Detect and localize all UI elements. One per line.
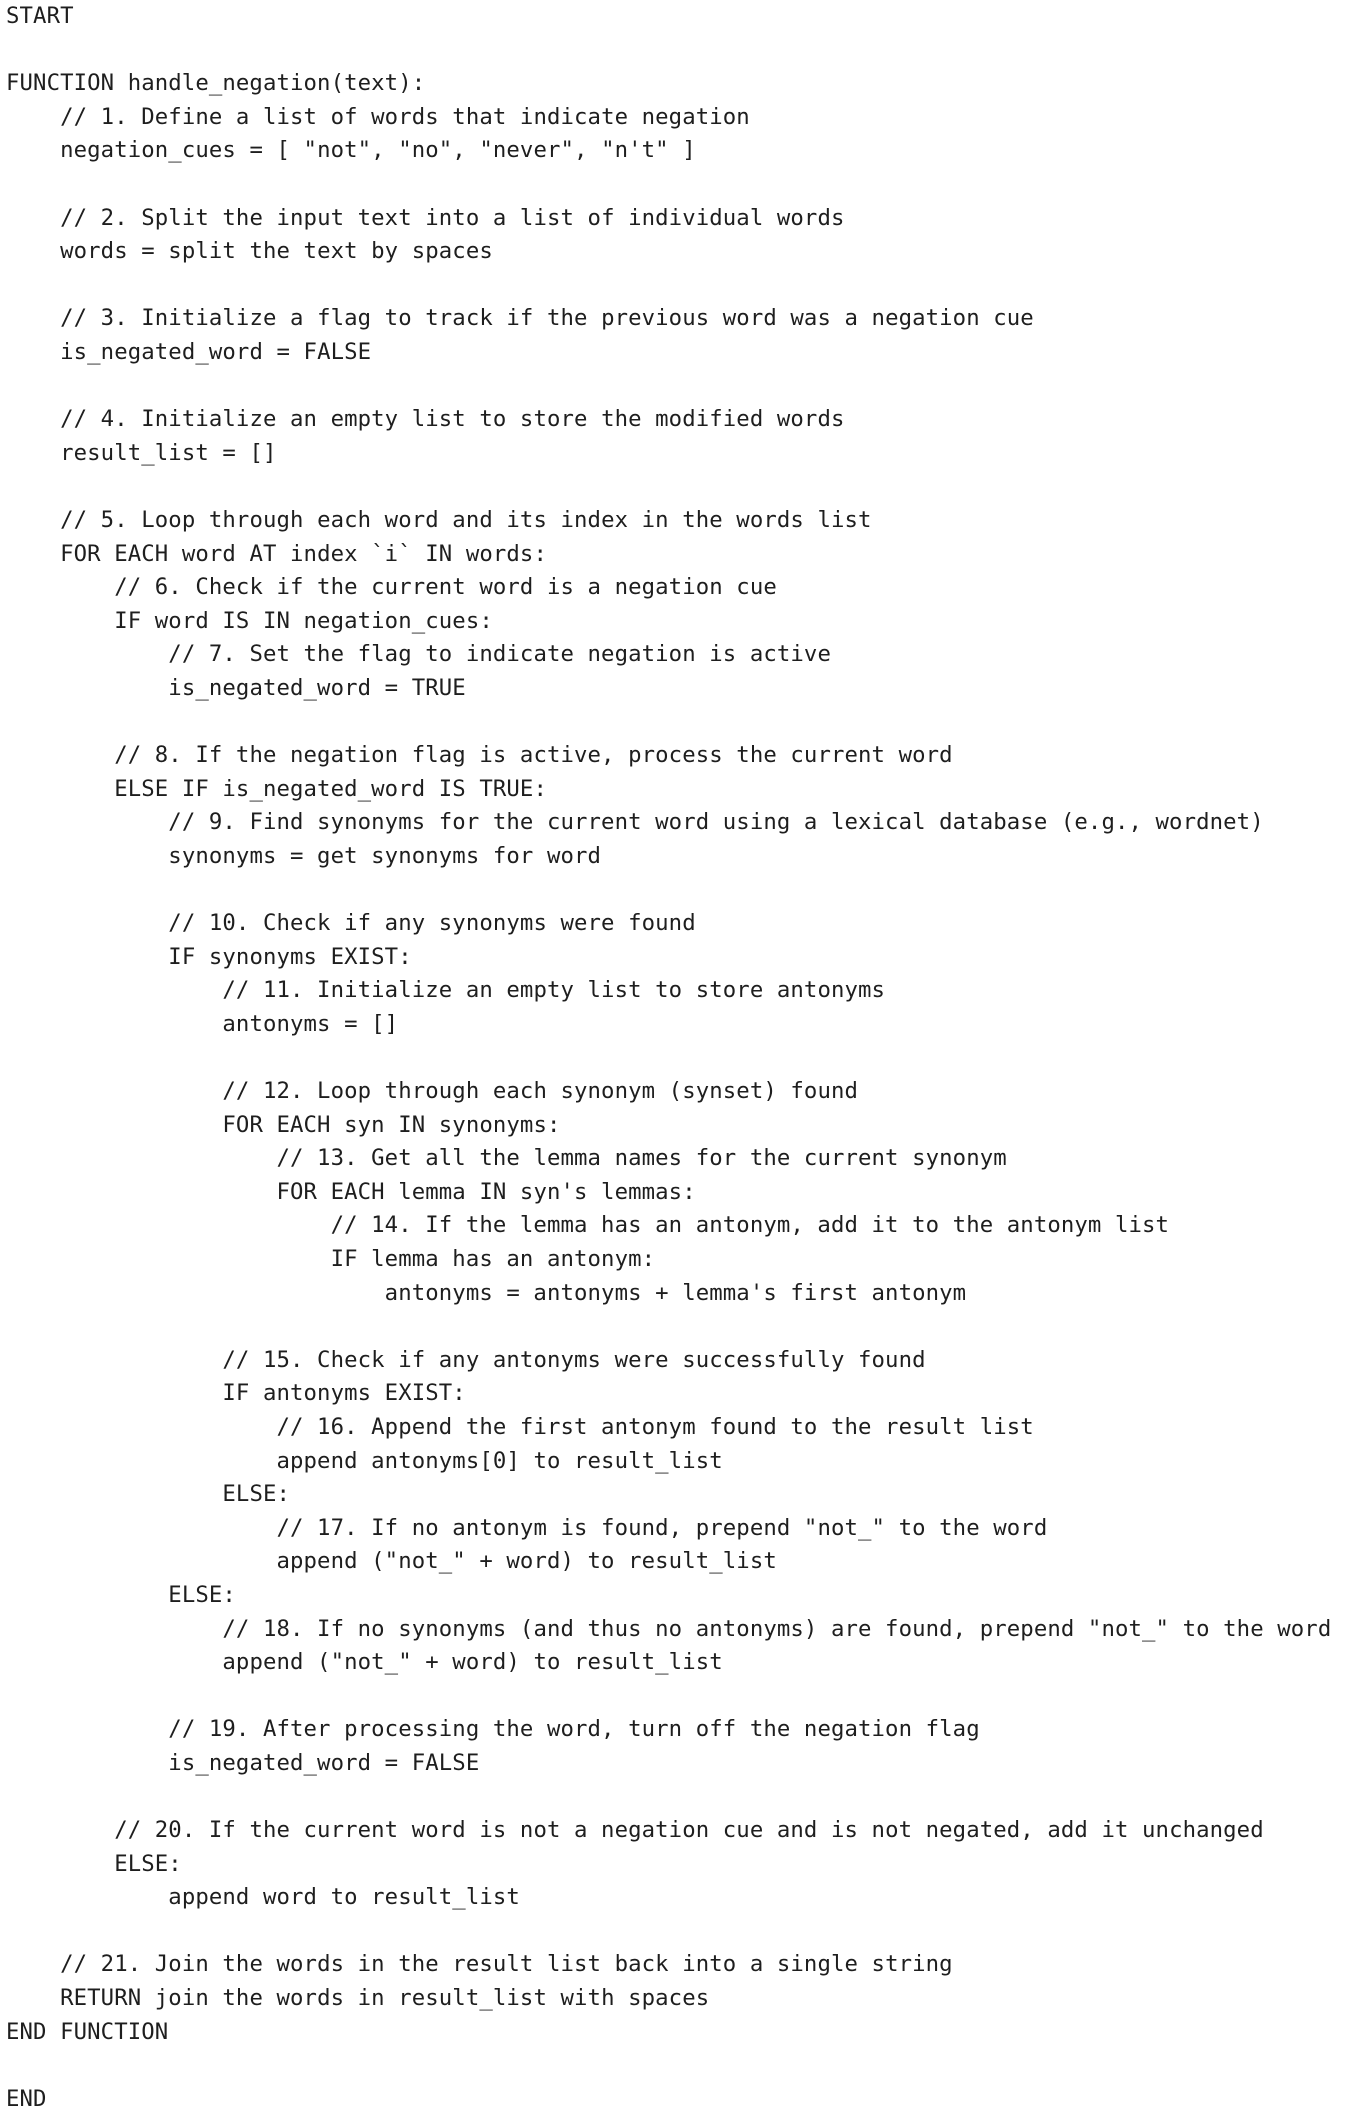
code-line	[6, 403, 1340, 437]
code-line	[6, 1209, 1340, 1243]
code-line	[6, 101, 1340, 135]
line-text: // 2. Split the input text into a list of individual words	[60, 204, 845, 231]
line-text: is_negated_word = TRUE	[168, 674, 466, 701]
code-line	[6, 1512, 1340, 1546]
code-line	[6, 1478, 1340, 1512]
code-line	[6, 1377, 1340, 1411]
line-text: // 6. Check if the current word is a negation cue	[114, 574, 777, 601]
line-text: RETURN join the words in result_list with spaces	[60, 1985, 710, 2012]
code-line	[6, 1277, 1340, 1311]
line-text: // 17. If no antonym is found, prepend "not_" to the word	[276, 1514, 1048, 1541]
line-indent	[6, 1246, 331, 1272]
blank-line	[6, 168, 1340, 202]
code-line	[6, 1344, 1340, 1378]
line-text: // 10. Check if any synonyms were found	[168, 910, 696, 937]
code-line	[6, 739, 1340, 773]
line-text: FOR EACH word AT index `i` IN words:	[60, 540, 547, 567]
code-line	[6, 302, 1340, 336]
line-indent	[6, 574, 114, 600]
line-indent	[6, 1750, 168, 1776]
code-line	[6, 773, 1340, 807]
line-indent	[6, 1280, 385, 1306]
blank-line	[6, 1780, 1340, 1814]
line-indent	[6, 776, 114, 802]
line-indent	[6, 1112, 222, 1138]
line-indent	[6, 608, 114, 634]
line-text: ELSE:	[222, 1481, 291, 1508]
code-line	[6, 1579, 1340, 1613]
code-line	[6, 2016, 1340, 2050]
line-text: is_negated_word = FALSE	[60, 338, 372, 365]
line-indent	[6, 1347, 222, 1373]
line-indent	[6, 1179, 276, 1205]
code-line	[6, 504, 1340, 538]
code-line	[6, 1445, 1340, 1479]
blank-line	[6, 1680, 1340, 1714]
line-indent	[6, 1212, 331, 1238]
code-line	[6, 1982, 1340, 2016]
line-text: append ("not_" + word) to result_list	[276, 1548, 777, 1575]
line-text: // 19. After processing the word, turn off the negation flag	[168, 1716, 980, 1743]
code-line	[6, 672, 1340, 706]
line-indent	[6, 137, 60, 163]
code-line	[6, 1109, 1340, 1143]
blank-line	[6, 2049, 1340, 2083]
code-line	[6, 840, 1340, 874]
line-text: // 1. Define a list of words that indicate negation	[60, 103, 750, 130]
code-line	[6, 638, 1340, 672]
line-text: // 12. Loop through each synonym (synset) found	[222, 1078, 859, 1104]
line-indent	[6, 1481, 222, 1507]
blank-line	[6, 873, 1340, 907]
line-indent	[6, 1515, 276, 1541]
line-indent	[6, 1582, 168, 1608]
code-line	[6, 437, 1340, 471]
line-text: FOR EACH syn IN synonyms:	[222, 1111, 561, 1138]
pseudocode-listing	[6, 0, 1340, 2116]
line-text: IF word IS IN negation_cues:	[114, 607, 493, 634]
line-text: START	[6, 3, 74, 29]
line-text: negation_cues = [ "not", "no", "never", "n't" ]	[60, 137, 696, 164]
line-indent	[6, 1716, 168, 1742]
line-text: is_negated_word = FALSE	[168, 1749, 480, 1776]
line-text: // 13. Get all the lemma names for the current synonym	[276, 1145, 1007, 1172]
code-line	[6, 0, 1340, 34]
blank-line	[6, 34, 1340, 68]
line-text: result_list = []	[60, 439, 277, 466]
line-text: // 15. Check if any antonyms were successfully found	[222, 1346, 926, 1373]
code-line	[6, 605, 1340, 639]
line-indent	[6, 440, 60, 466]
line-indent	[6, 1414, 276, 1440]
code-line	[6, 1075, 1340, 1109]
code-line	[6, 1948, 1340, 1982]
line-indent	[6, 339, 60, 365]
line-text: // 20. If the current word is not a negation cue and is not negated, add it unchanged	[114, 1817, 1264, 1844]
code-line	[6, 941, 1340, 975]
line-text: ELSE:	[168, 1581, 236, 1608]
line-indent	[6, 843, 168, 869]
line-indent	[6, 1851, 114, 1877]
code-line	[6, 336, 1340, 370]
line-text: IF synonyms EXIST:	[168, 943, 412, 970]
line-indent	[6, 1448, 276, 1474]
line-indent	[6, 1649, 222, 1675]
line-indent	[6, 104, 60, 130]
line-indent	[6, 1145, 276, 1171]
line-indent	[6, 675, 168, 701]
code-line	[6, 1411, 1340, 1445]
line-text: append ("not_" + word) to result_list	[222, 1649, 723, 1676]
line-indent	[6, 406, 60, 432]
line-indent	[6, 1817, 114, 1843]
blank-line	[6, 370, 1340, 404]
code-line	[6, 67, 1340, 101]
line-indent	[6, 944, 168, 970]
line-indent	[6, 238, 60, 264]
blank-line	[6, 470, 1340, 504]
line-indent	[6, 305, 60, 331]
blank-line	[6, 1310, 1340, 1344]
line-text: // 9. Find synonyms for the current word using a lexical database (e.g., wordnet)	[168, 809, 1264, 836]
code-line	[6, 1713, 1340, 1747]
code-line	[6, 538, 1340, 572]
line-indent	[6, 205, 60, 231]
line-indent	[6, 507, 60, 533]
line-text: FOR EACH lemma IN syn's lemmas:	[276, 1178, 696, 1205]
line-indent	[6, 1951, 60, 1977]
code-line	[6, 1008, 1340, 1042]
line-indent	[6, 1884, 168, 1910]
blank-line	[6, 705, 1340, 739]
line-text: END FUNCTION	[6, 2018, 169, 2045]
line-indent	[6, 1548, 276, 1574]
line-text: // 21. Join the words in the result list back into a single string	[60, 1951, 953, 1978]
line-text: IF antonyms EXIST:	[222, 1380, 466, 1407]
line-text: // 5. Loop through each word and its index in the words list	[60, 506, 872, 533]
code-line	[6, 1814, 1340, 1848]
line-indent	[6, 1380, 222, 1406]
line-indent	[6, 809, 168, 835]
line-text: antonyms = []	[222, 1010, 399, 1037]
code-line	[6, 1848, 1340, 1882]
code-line	[6, 1142, 1340, 1176]
code-line	[6, 1613, 1340, 1647]
line-text: antonyms = antonyms + lemma's first antonym	[384, 1279, 967, 1306]
blank-line	[6, 1041, 1340, 1075]
code-line	[6, 907, 1340, 941]
line-text: FUNCTION handle_negation(text):	[6, 70, 426, 97]
line-indent	[6, 1616, 222, 1642]
line-text: // 4. Initialize an empty list to store the modified words	[60, 406, 845, 433]
line-text: // 18. If no synonyms (and thus no antonyms) are found, prepend "not_" to the word	[222, 1615, 1332, 1642]
blank-line	[6, 269, 1340, 303]
code-line	[6, 974, 1340, 1008]
code-line	[6, 1176, 1340, 1210]
code-line	[6, 134, 1340, 168]
line-text: // 11. Initialize an empty list to store antonyms	[222, 977, 886, 1004]
code-line	[6, 202, 1340, 236]
code-line	[6, 1881, 1340, 1915]
line-indent	[6, 1011, 222, 1037]
code-line	[6, 1545, 1340, 1579]
blank-line	[6, 1915, 1340, 1949]
line-text: append antonyms[0] to result_list	[276, 1447, 723, 1474]
line-text: // 14. If the lemma has an antonym, add it to the antonym list	[330, 1212, 1170, 1239]
line-text: END	[6, 2085, 47, 2112]
line-text: // 3. Initialize a flag to track if the previous word was a negation cue	[60, 305, 1034, 332]
line-indent	[6, 742, 114, 768]
line-indent	[6, 1078, 222, 1104]
line-text: synonyms = get synonyms for word	[168, 842, 602, 869]
line-indent	[6, 1985, 60, 2011]
line-text: words = split the text by spaces	[60, 238, 493, 265]
line-text: append word to result_list	[168, 1884, 520, 1911]
line-indent	[6, 641, 168, 667]
code-line	[6, 1747, 1340, 1781]
code-line	[6, 1646, 1340, 1680]
line-indent	[6, 541, 60, 567]
line-text: IF lemma has an antonym:	[330, 1245, 656, 1272]
line-text: ELSE:	[114, 1850, 182, 1877]
code-line	[6, 1243, 1340, 1277]
code-line	[6, 806, 1340, 840]
code-line	[6, 2083, 1340, 2116]
line-text: // 16. Append the first antonym found to the result list	[276, 1413, 1034, 1440]
line-text: // 8. If the negation flag is active, process the current word	[114, 742, 953, 769]
code-line	[6, 235, 1340, 269]
code-line	[6, 571, 1340, 605]
line-indent	[6, 910, 168, 936]
line-text: // 7. Set the flag to indicate negation is active	[168, 641, 831, 668]
line-indent	[6, 977, 222, 1003]
line-text: ELSE IF is_negated_word IS TRUE:	[114, 775, 547, 802]
